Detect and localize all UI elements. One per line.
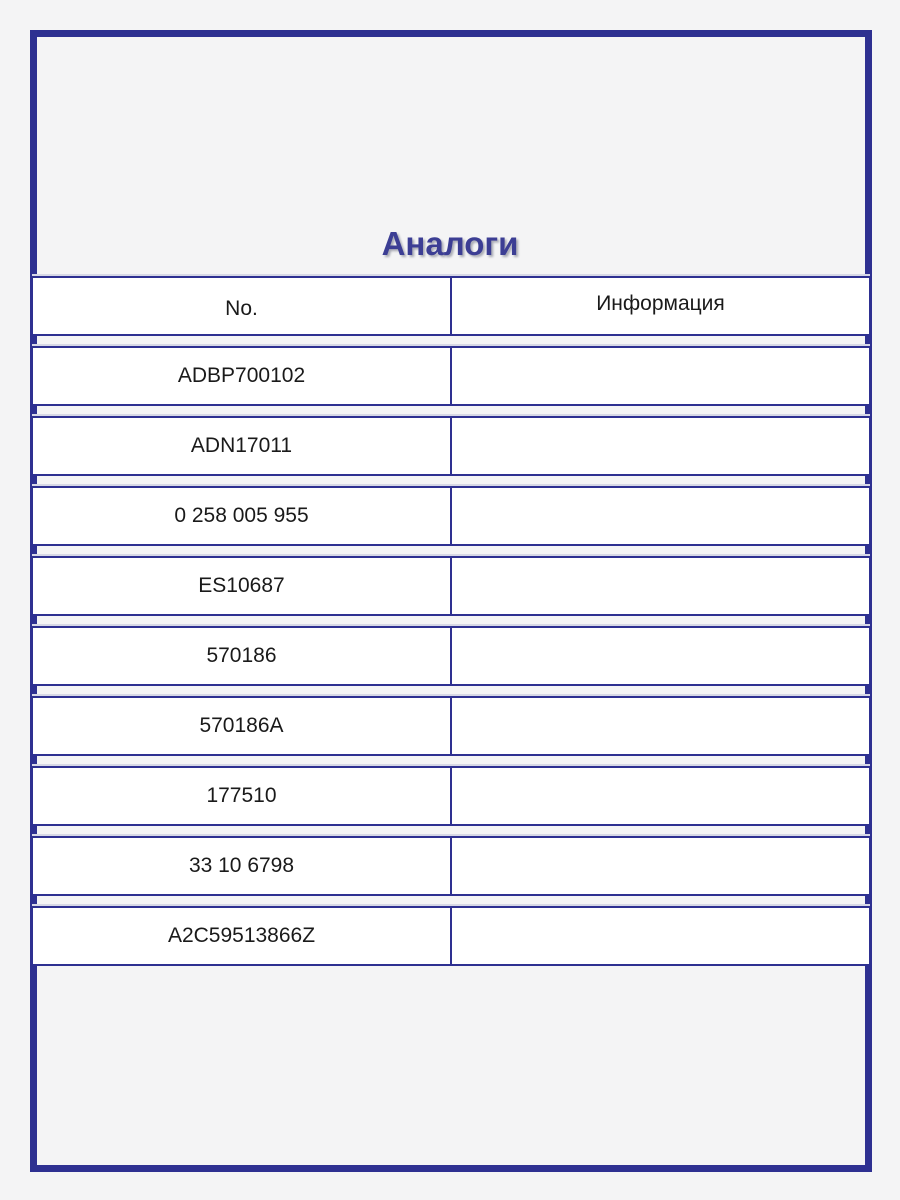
part-number-cell: 570186 <box>33 628 452 684</box>
part-number-cell: A2C59513866Z <box>33 908 452 964</box>
info-cell <box>452 768 869 824</box>
table-row <box>31 556 871 616</box>
table-row <box>31 906 871 966</box>
part-number-cell: ADN17011 <box>33 418 452 474</box>
info-cell <box>452 628 869 684</box>
table-row <box>31 696 871 756</box>
part-number-cell: 570186A <box>33 698 452 754</box>
table-row <box>31 486 871 546</box>
table-row <box>31 416 871 476</box>
part-number-cell: 0 258 005 955 <box>33 488 452 544</box>
info-cell <box>452 838 869 894</box>
part-number-cell: 33 10 6798 <box>33 838 452 894</box>
info-cell <box>452 698 869 754</box>
info-cell <box>452 558 869 614</box>
column-header-info: Информация <box>596 292 725 315</box>
page-title: Аналоги <box>381 225 519 262</box>
info-cell <box>452 348 869 404</box>
info-cell <box>452 908 869 964</box>
table-header <box>31 276 871 336</box>
part-number-cell: ADBP700102 <box>33 348 452 404</box>
table-row <box>31 626 871 686</box>
info-cell <box>452 418 869 474</box>
part-number-cell: 177510 <box>33 768 452 824</box>
info-cell <box>452 488 869 544</box>
table-row <box>31 766 871 826</box>
column-header-no: No. <box>33 278 452 334</box>
table-row <box>31 346 871 406</box>
table-row <box>31 836 871 896</box>
part-number-cell: ES10687 <box>33 558 452 614</box>
